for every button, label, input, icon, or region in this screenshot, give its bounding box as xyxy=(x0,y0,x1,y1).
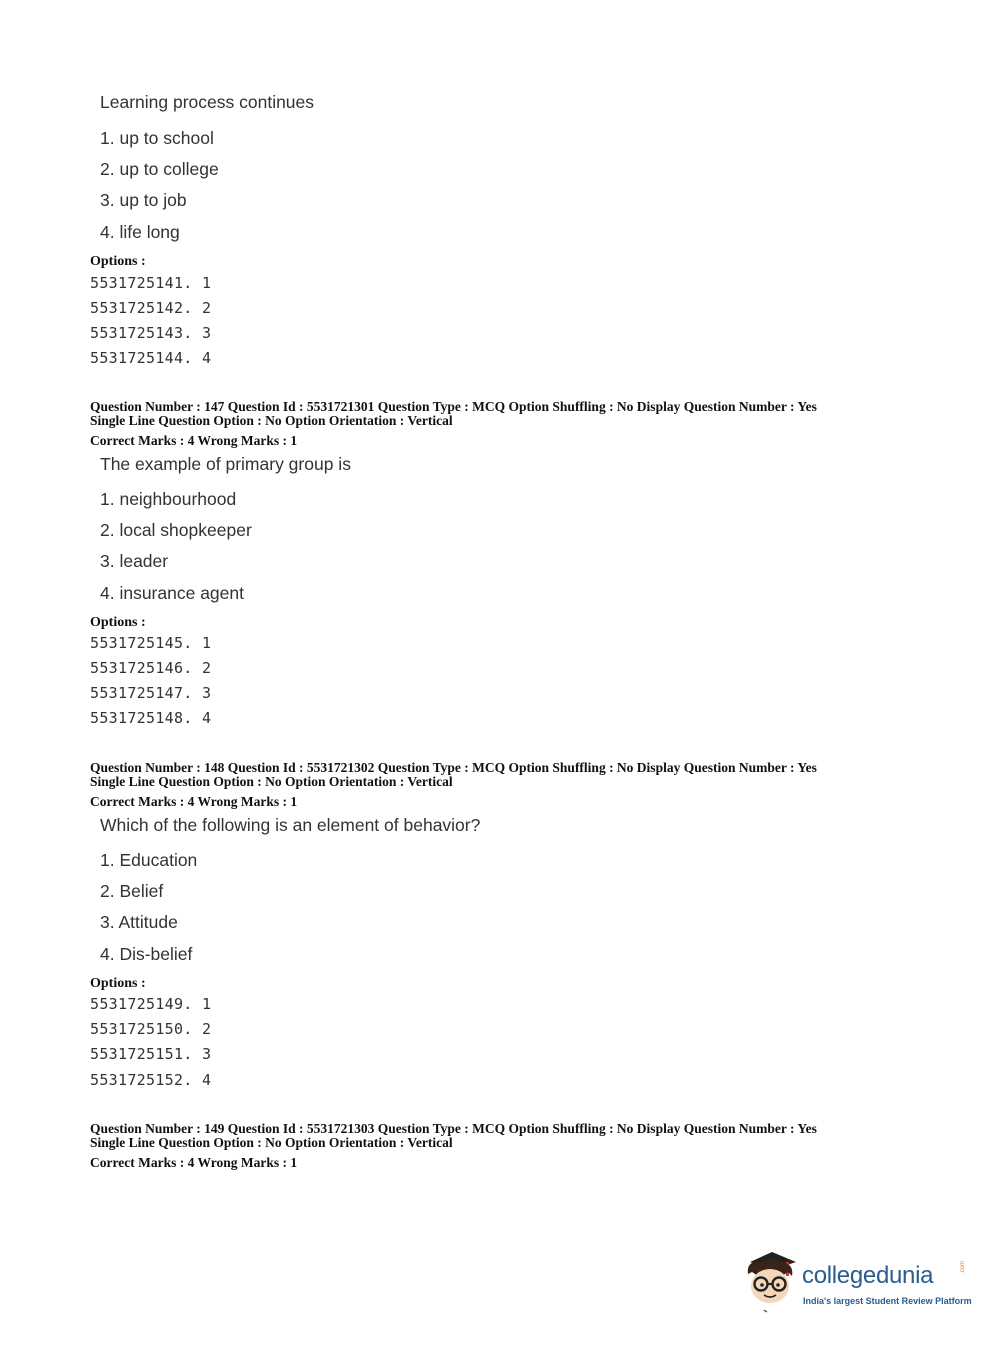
choice-3: 3. up to job xyxy=(100,190,187,210)
logo-wordmark: collegedunia xyxy=(802,1262,934,1289)
question-meta-line1: Question Number : 149 Question Id : 5531721303 Question Type : MCQ Option Shuffling : No Display Question Number : Yes xyxy=(90,1121,817,1136)
choice-3: 3. Attitude xyxy=(100,912,178,932)
choice-4: 4. life long xyxy=(100,222,180,242)
option-id-1: 5531725141. 1 xyxy=(90,274,212,292)
question-marks: Correct Marks : 4 Wrong Marks : 1 xyxy=(90,794,298,809)
option-id-4: 5531725148. 4 xyxy=(90,709,212,727)
question-meta-line2: Single Line Question Option : No Option Orientation : Vertical xyxy=(90,1135,453,1150)
question-meta-line1: Question Number : 147 Question Id : 5531721301 Question Type : MCQ Option Shuffling : No Display Question Number : Yes xyxy=(90,399,817,414)
option-id-2: 5531725146. 2 xyxy=(90,659,212,677)
option-id-3: 5531725151. 3 xyxy=(90,1045,212,1063)
question-text: Which of the following is an element of behavior? xyxy=(100,815,481,835)
question-meta-line2: Single Line Question Option : No Option Orientation : Vertical xyxy=(90,413,453,428)
choice-2: 2. Belief xyxy=(100,881,164,901)
question-text: Learning process continues xyxy=(100,92,315,112)
choice-1: 1. up to school xyxy=(100,128,214,148)
choice-3: 3. leader xyxy=(100,551,169,571)
option-id-4: 5531725144. 4 xyxy=(90,349,212,367)
choice-2: 2. local shopkeeper xyxy=(100,520,252,540)
question-marks: Correct Marks : 4 Wrong Marks : 1 xyxy=(90,433,298,448)
options-label: Options : xyxy=(90,976,146,991)
option-id-3: 5531725143. 3 xyxy=(90,324,212,342)
option-id-3: 5531725147. 3 xyxy=(90,684,212,702)
logo-tagline: India's largest Student Review Platform xyxy=(803,1296,972,1306)
question-meta-line2: Single Line Question Option : No Option Orientation : Vertical xyxy=(90,774,453,789)
question-marks: Correct Marks : 4 Wrong Marks : 1 xyxy=(90,1155,298,1170)
option-id-4: 5531725152. 4 xyxy=(90,1071,212,1089)
options-label: Options : xyxy=(90,254,146,269)
option-id-2: 5531725150. 2 xyxy=(90,1020,212,1038)
question-text: The example of primary group is xyxy=(100,454,351,474)
options-label: Options : xyxy=(90,615,146,630)
collegedunia-logo xyxy=(742,1248,972,1318)
choice-1: 1. Education xyxy=(100,850,198,870)
choice-2: 2. up to college xyxy=(100,159,219,179)
choice-4: 4. insurance agent xyxy=(100,583,244,603)
choice-4: 4. Dis-belief xyxy=(100,944,193,964)
mascot-icon xyxy=(742,1248,802,1314)
option-id-1: 5531725145. 1 xyxy=(90,634,212,652)
option-id-1: 5531725149. 1 xyxy=(90,995,212,1013)
question-meta-line1: Question Number : 148 Question Id : 5531721302 Question Type : MCQ Option Shuffling : No Display Question Number : Yes xyxy=(90,760,817,775)
option-id-2: 5531725142. 2 xyxy=(90,299,212,317)
choice-1: 1. neighbourhood xyxy=(100,489,237,509)
logo-suffix: .com xyxy=(960,1260,966,1274)
